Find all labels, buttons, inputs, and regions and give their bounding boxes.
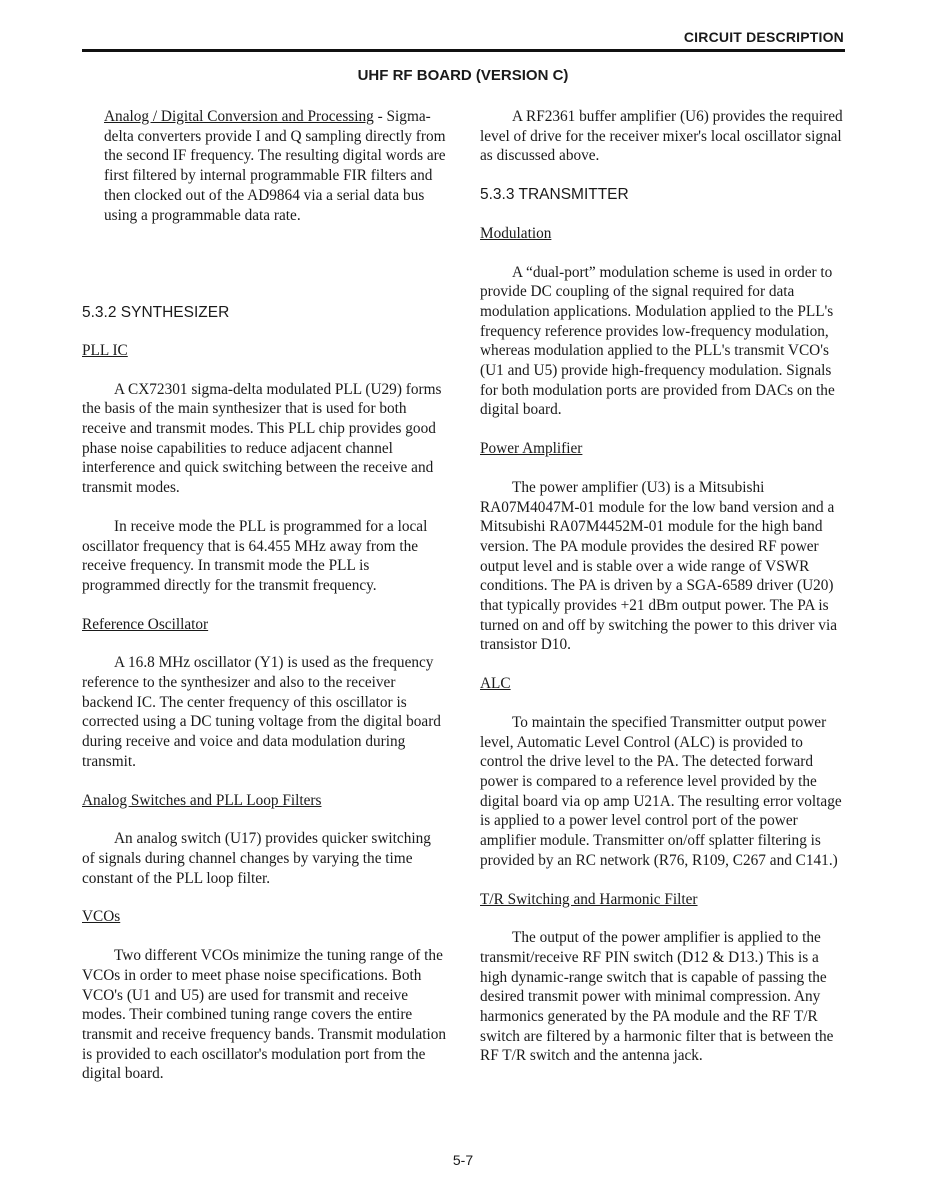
page-number: 5-7 xyxy=(452,1152,474,1168)
analog-switches-paragraph: An analog switch (U17) provides quicker switching of signals during channel changes by varying the time constant of the PLL loop filter. xyxy=(82,830,431,887)
adc-heading: Analog / Digital Conversion and Processing xyxy=(104,108,374,125)
left-column xyxy=(82,107,447,1084)
adc-text: - Sigma-delta converters provide I and Q sampling directly from the second IF frequency. The resulting digital words are first filtered by internal programmable FIR filters and then clocked out of the AD9864 via a serial data bus using a programmable data rate. xyxy=(104,108,446,224)
alc-paragraph: To maintain the specified Transmitter output power level, Automatic Level Control (ALC) is provided to control the drive level to the PA. The detected forward power is compared to a reference level provided by the digital board via op amp U21A. The resulting error voltage is applied to a power level control port of the power amplifier module. Transmitter on/off splatter filtering is provided by an RC network (R76, R109, C267 and C141.) xyxy=(480,713,842,869)
tr-switching-paragraph: The output of the power amplifier is applied to the transmit/receive RF PIN switch (D12 & D13.) This is a high dynamic-range switch that is capable of passing the desired transmit power with minimal compression. Any harmonics generated by the PA module and the RF T/R switch are filtered by a harmonic filter that is between the RF T/R switch and the antenna jack. xyxy=(480,929,834,1065)
pll-paragraph-1: A CX72301 sigma-delta modulated PLL (U29) forms the basis of the main synthesizer that is used for both receive and transmit modes. This PLL chip provides good phase noise capabilities to reduce adjacent channel interference and quick switching between the receive and transmit modes. xyxy=(82,380,442,497)
modulation-heading: Modulation xyxy=(480,224,552,242)
tr-switching-heading: T/R Switching and Harmonic Filter xyxy=(480,890,698,908)
power-amplifier-heading: Power Amplifier xyxy=(480,440,583,458)
pll-paragraph-2: In receive mode the PLL is programmed for a local oscillator frequency that is 64.455 MHz away from the receive frequency. In transmit mode the PLL is programmed directly for the transmit frequency. xyxy=(82,517,428,594)
reference-oscillator-paragraph: A 16.8 MHz oscillator (Y1) is used as the frequency reference to the synthesizer and also to the receiver backend IC. The center frequency of this oscillator is corrected using a DC tuning voltage from the digital board during receive and voice and data modulation during transmit. xyxy=(82,654,441,770)
header-rule xyxy=(82,49,845,52)
adc-paragraph xyxy=(82,107,447,225)
analog-switches-heading: Analog Switches and PLL Loop Filters xyxy=(82,791,322,809)
page-header-title: CIRCUIT DESCRIPTION xyxy=(683,29,844,45)
vcos-heading: VCOs xyxy=(82,908,121,926)
synthesizer-heading: 5.3.2 SYNTHESIZER xyxy=(82,304,230,322)
buffer-amplifier-paragraph: A RF2361 buffer amplifier (U6) provides the required level of drive for the receiver mixer's local oscillator signal as discussed above. xyxy=(480,108,843,165)
modulation-paragraph: A “dual-port” modulation scheme is used in order to provide DC coupling of the signal required for data modulation applications. Modulation applied to the PLL's frequency reference provides low-frequency modulation, whereas modulation applied to the PLL's transmit VCO's (U1 and U5) provide high-frequency modulation. Signals for both modulation ports are provided from DACs on the digital board. xyxy=(480,263,835,419)
vcos-paragraph: Two different VCOs minimize the tuning range of the VCOs in order to meet phase noise specifications. Both VCO's (U1 and U5) are used for transmit and receive modes. Their combined tuning range covers the entire transmit and receive frequency bands. Transmit modulation is provided to each oscillator's modulation port from the digital board. xyxy=(82,947,447,1083)
board-title: UHF RF BOARD (VERSION C) xyxy=(357,67,569,84)
reference-oscillator-heading: Reference Oscillator xyxy=(82,615,209,633)
right-column xyxy=(480,107,845,1066)
transmitter-heading: 5.3.3 TRANSMITTER xyxy=(480,186,629,204)
power-amplifier-paragraph: The power amplifier (U3) is a Mitsubishi RA07M4047M-01 module for the low band version and a Mitsubishi RA07M4452M-01 module for the high band version. The PA module provides the desired RF power output level and is stable over a wide range of VSWR conditions. The PA is driven by a SGA-6589 driver (U20) that typically provides +21 dBm output power. The PA is turned on and off by switching the power to this driver via transistor D10. xyxy=(480,478,837,654)
alc-heading: ALC xyxy=(480,675,511,693)
pll-ic-heading: PLL IC xyxy=(82,341,128,359)
